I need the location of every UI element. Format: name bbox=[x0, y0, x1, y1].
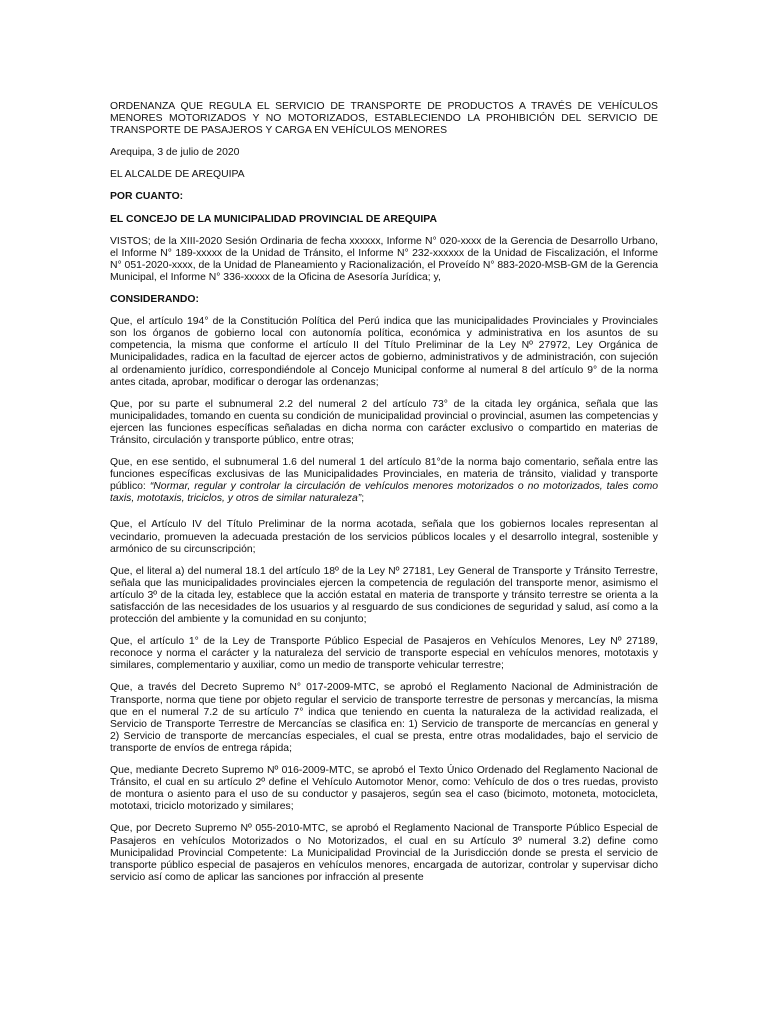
paragraph-7: Que, a través del Decreto Supremo N° 017-2009-MTC, se aprobó el Reglamento Nacional de Administración de Transporte, norma que tiene por objeto regular el servicio de transporte terrestre de personas y mercancías, la misma que en el numeral 7.2 de su artículo 7° indica que teniendo en cuenta la naturaleza de la actividad realizada, el Servicio de Transporte Terrestre de Mercancías se clasifica en: 1) Servicio de transporte de mercancías en general y 2) Servicio de transporte de mercancías especiales, el cual se presta, entre otras modalidades, bajo el servicio de transporte de envíos de entrega rápida; bbox=[110, 682, 658, 754]
paragraph-4: Que, el Artículo IV del Título Preliminar de la norma acotada, señala que los gobiernos locales representan al vecindario, promueven la adecuada prestación de los servicios públicos locales y el desarrollo integral, sostenible y armónico de su circunscripción; bbox=[110, 519, 658, 555]
document-page bbox=[110, 101, 658, 894]
paragraph-3-text: Que, en ese sentido, el subnumeral 1.6 del numeral 1 del artículo 81°de la norma bajo comentario, señala entre las funciones específicas exclusivas de las Municipalidades Provinciales, en materia de tránsito, vialidad y transporte público: bbox=[110, 457, 658, 493]
paragraph-3-quote: “Normar, regular y controlar la circulación de vehículos menores motorizados o no motorizados, tales como taxis, mototaxis, triciclos, y otros de similar naturaleza” bbox=[110, 481, 659, 505]
paragraph-5: Que, el literal a) del numeral 18.1 del artículo 18º de la Ley Nº 27181, Ley General de Transporte y Tránsito Terrestre, señala que las municipalidades provinciales ejercen la competencia de regulación del transporte menor, asimismo el artículo 3º de la citada ley, establece que la acción estatal en materia de transporte y tránsito terrestre se orienta a la satisfacción de las necesidades de los usuarios y al resguardo de sus condiciones de seguridad y salud, así como a la protección del ambiente y la comunidad en su conjunto; bbox=[110, 565, 658, 626]
por-cuanto-heading: POR CUANTO: bbox=[110, 191, 184, 203]
paragraph-6: Que, el artículo 1° de la Ley de Transporte Público Especial de Pasajeros en Vehículos Menores, Ley Nº 27189, reconoce y norma el carácter y la naturaleza del servicio de transporte especial en vehículos menores, mototaxis y similares, complementario y auxiliar, como un medio de transporte vehicular terrestre; bbox=[110, 636, 658, 672]
considerando-heading: CONSIDERANDO: bbox=[110, 294, 199, 306]
mayor-line: EL ALCALDE DE AREQUIPA bbox=[110, 169, 245, 181]
paragraph-3-end: ; bbox=[361, 493, 365, 505]
ordinance-title: ORDENANZA QUE REGULA EL SERVICIO DE TRANSPORTE DE PRODUCTOS A TRAVÉS DE VEHÍCULOS MENORES MOTORIZADOS Y NO MOTORIZADOS, ESTABLECIENDO LA PROHIBICIÓN DEL SERVICIO DE TRANSPORTE DE PASAJEROS Y CARGA EN VEHÍCULOS MENORES bbox=[110, 101, 658, 137]
paragraph-3 bbox=[110, 457, 658, 505]
paragraph-8: Que, mediante Decreto Supremo Nº 016-2009-MTC, se aprobó el Texto Único Ordenado del Reglamento Nacional de Tránsito, el cual en su artículo 2º define el Vehículo Automotor Menor, como: Vehículo de dos o tres ruedas, provisto de montura o asiento para el uso de su conductor y pasajeros, según sea el caso (bicimoto, motoneta, motocicleta, mototaxi, triciclo motorizado y similares; bbox=[110, 765, 658, 813]
paragraph-2: Que, por su parte el subnumeral 2.2 del numeral 2 del artículo 73° de la citada ley orgánica, señala que las municipalidades, tomando en cuenta su condición de municipalidad provincial o provincial, asumen las competencias y ejercen las funciones específicas señaladas en dicha norma con carácter exclusivo o compartido en materias de Tránsito, circulación y transporte público, entre otras; bbox=[110, 398, 658, 446]
paragraph-1: Que, el artículo 194° de la Constitución Política del Perú indica que las municipalidades Provinciales y Provinciales son los órganos de gobierno local con autonomía política, económica y administrativa en los asuntos de su competencia, la misma que conforme el artículo II del Título Preliminar de la Ley Nº 27972, Ley Orgánica de Municipalidades, radica en la facultad de ejercer actos de gobierno, administrativos y de administración, con sujeción al ordenamiento jurídico, correspondiéndole al Concejo Municipal conforme al numeral 8 del artículo 9° de la norma antes citada, aprobar, modificar o derogar las ordenanzas; bbox=[110, 316, 658, 388]
paragraph-9: Que, por Decreto Supremo Nº 055-2010-MTC, se aprobó el Reglamento Nacional de Transporte Público Especial de Pasajeros en vehículos Motorizados o No Motorizados, el cual en su Artículo 3º numeral 3.2) define como Municipalidad Provincial Competente: La Municipalidad Provincial de la Jurisdicción donde se presta el servicio de transporte público especial de pasajeros en vehículos menores, encargada de autorizar, controlar y supervisar dicho servicio así como de aplicar las sanciones por infracción al presente bbox=[110, 823, 658, 883]
council-heading: EL CONCEJO DE LA MUNICIPALIDAD PROVINCIAL DE AREQUIPA bbox=[110, 213, 437, 225]
vistos-paragraph: VISTOS; de la XIII-2020 Sesión Ordinaria de fecha xxxxxx, Informe N° 020-xxxx de la Gerencia de Desarrollo Urbano, el Informe N° 189-xxxxx de la Unidad de Tránsito, el Informe N° 232-xxxxxx de la Unidad de Fiscalización, el Informe N° 051-2020-xxxx, de la Unidad de Planeamiento y Racionalización, el Proveído N° 883-2020-MSB-GM de la Gerencia Municipal, el Informe N° 336-xxxxx de la Oficina de Asesoría Jurídica; y, bbox=[110, 235, 658, 283]
date-line: Arequipa, 3 de julio de 2020 bbox=[110, 147, 240, 159]
